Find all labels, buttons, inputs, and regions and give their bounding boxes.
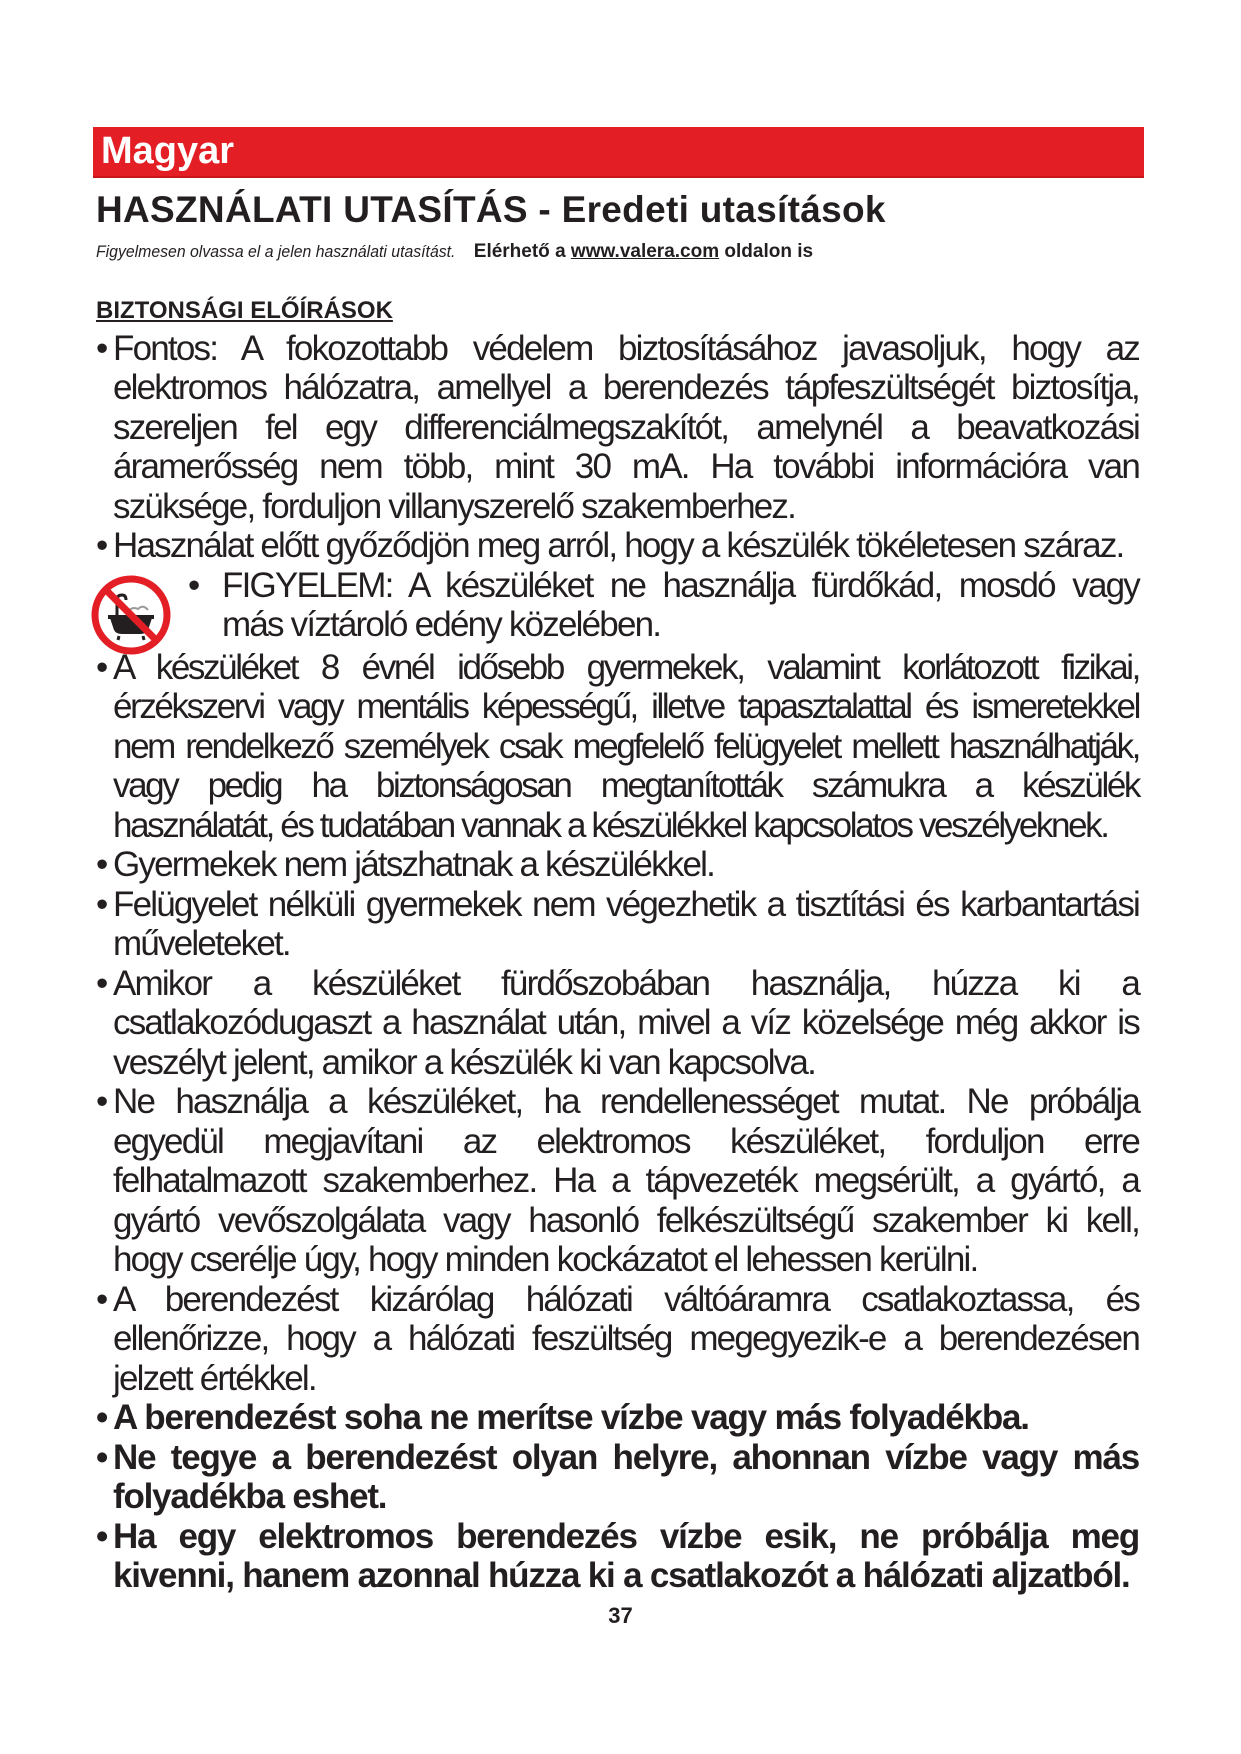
bullet: • bbox=[96, 1398, 108, 1438]
bullet: • bbox=[96, 845, 107, 885]
page-number: 37 bbox=[608, 1603, 633, 1628]
list-item bbox=[96, 648, 1139, 845]
list-item-text: Felügyelet nélküli gyermekek nem végezhetik a tisztítási és karbantartási műveleteket. bbox=[113, 884, 1139, 964]
list-item-text: Ne tegye a berendezést olyan helyre, ahonnan vízbe vagy más folyadékba eshet. bbox=[113, 1437, 1139, 1517]
language-label: Magyar bbox=[101, 130, 235, 172]
warning-item bbox=[96, 566, 1139, 648]
bullet: • bbox=[96, 329, 107, 368]
list-item bbox=[96, 329, 1139, 526]
language-bar bbox=[93, 127, 1144, 178]
bullet: • bbox=[96, 884, 107, 924]
list-item bbox=[96, 964, 1139, 1082]
list-item bbox=[96, 1082, 1139, 1279]
list-item-text: Fontos: A fokozottabb védelem biztosításához javasoljuk, hogy az elektromos hálózatra, amellyel a berendezés tápfeszültségét biztosítja, szereljen fel egy differenciálmegszakítót, amelynél a beavatkozási áramerősség nem több, mint 30 mA. Ha további információra van szüksége, forduljon villanyszerelő szakemberhez. bbox=[113, 329, 1139, 526]
page-title: HASZNÁLATI UTASÍTÁS - Eredeti utasítások bbox=[96, 189, 886, 230]
list-item-text: Amikor a készüléket fürdőszobában használja, húzza ki a csatlakozódugaszt a használat után, mivel a víz közelsége még akkor is veszélyt jelent, amikor a készülék ki van kapcsolva. bbox=[113, 963, 1139, 1082]
bullet: • bbox=[96, 1279, 107, 1319]
subtitle-intro: Figyelmesen olvassa el a jelen használati utasítást. bbox=[96, 242, 456, 261]
bullet: • bbox=[96, 1082, 107, 1122]
list-item-text: Ha egy elektromos berendezés vízbe esik, ne próbálja meg kivenni, hanem azonnal húzza ki a csatlakozót a hálózati aljzatból. bbox=[113, 1516, 1139, 1596]
list-item-text: A berendezést soha ne merítse vízbe vagy más folyadékba. bbox=[113, 1398, 1029, 1438]
list-item bbox=[96, 885, 1139, 964]
list-item bbox=[96, 526, 1139, 565]
list-item-text: A berendezést kizárólag hálózati váltóáramra csatlakoztassa, és ellenőrizze, hogy a hálózati feszültség megegyezik-e a berendezésen jelzett értékkel. bbox=[113, 1279, 1139, 1398]
no-bathtub-icon bbox=[90, 574, 172, 656]
bullet: • bbox=[96, 647, 106, 687]
subtitle-available-prefix: Elérhető a bbox=[473, 241, 566, 262]
subtitle-available-suffix: oldalon is bbox=[724, 241, 814, 262]
section-heading: BIZTONSÁGI ELŐÍRÁSOK bbox=[96, 297, 393, 324]
list-item-text: A készüléket 8 évnél idősebb gyermekek, valamint korlátozott fizikai, érzékszervi vagy mentális képességű, illetve tapasztalattal és ismeretekkel nem rendelkező személyek csak megfelelő felügyelet mellett használhatják, vagy pedig ha biztonságosan megtanították számukra a készülék használatát, és tudatában vannak a készülékkel kapcsolatos veszélyeknek. bbox=[113, 647, 1139, 845]
list-item-text: Használat előtt győződjön meg arról, hogy a készülék tökéletesen száraz. bbox=[113, 526, 1124, 566]
list-item bbox=[96, 1280, 1139, 1398]
list-item-bold bbox=[96, 1438, 1139, 1517]
safety-instructions bbox=[96, 329, 1139, 1596]
list-item-text: Ne használja a készüléket, ha rendellenességet mutat. Ne próbálja egyedül megjavítani az elektromos készüléket, forduljon erre felhatalmazott szakemberhez. Ha a tápvezeték megsérült, a gyártó, a gyártó vevőszolgálata vagy hasonló felkészültségű szakember ki kell, hogy cserélje úgy, hogy minden kockázatot el lehessen kerülni. bbox=[113, 1082, 1139, 1280]
list-item-text: FIGYELEM: A készüléket ne használja fürdőkád, mosdó vagy más víztároló edény közelében. bbox=[222, 565, 1139, 645]
list-item bbox=[96, 845, 1139, 884]
bullet: • bbox=[96, 963, 107, 1003]
bullet: • bbox=[96, 1437, 108, 1477]
list-item-bold bbox=[96, 1517, 1139, 1596]
list-item-text: Gyermekek nem játszhatnak a készülékkel. bbox=[113, 845, 715, 885]
bullet: • bbox=[96, 526, 107, 566]
bullet: • bbox=[188, 565, 199, 605]
subtitle bbox=[96, 240, 813, 264]
website-link[interactable]: www.valera.com bbox=[570, 241, 720, 262]
bullet: • bbox=[96, 1516, 108, 1556]
list-item-bold bbox=[96, 1398, 1139, 1437]
